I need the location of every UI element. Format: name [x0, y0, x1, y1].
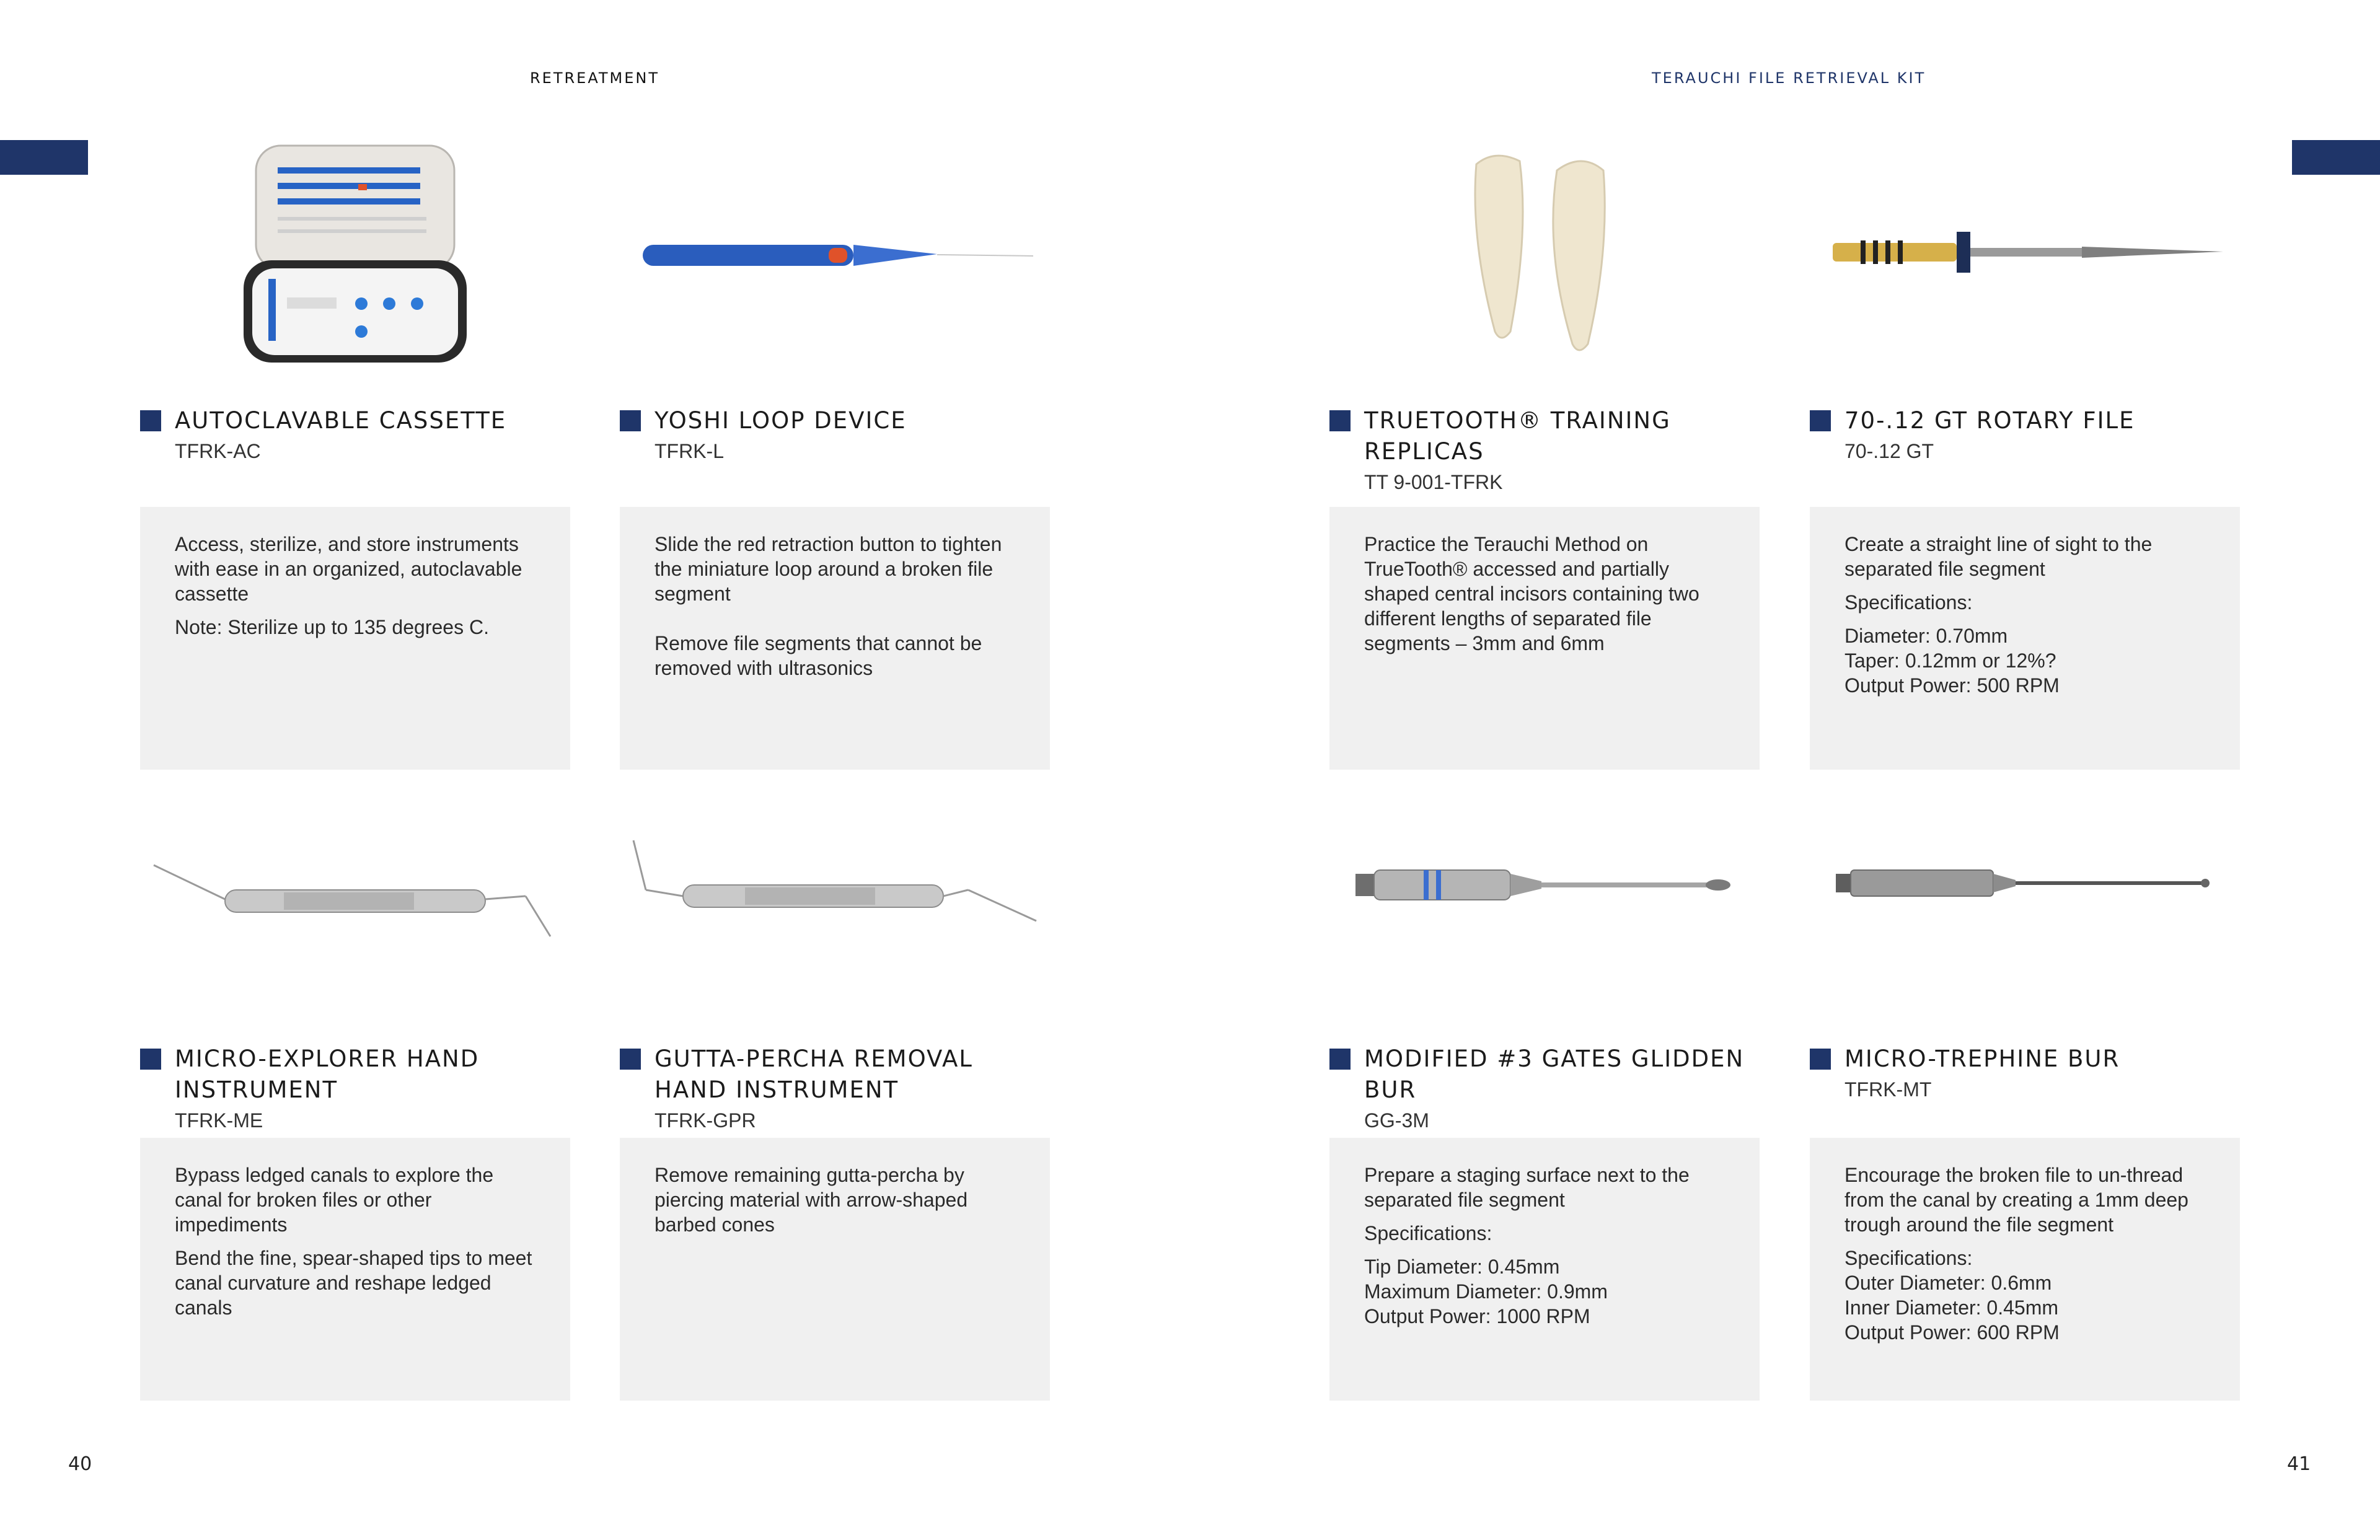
bullet-square — [1329, 1049, 1351, 1070]
bullet-square — [620, 410, 641, 431]
gates-glidden-bur-image — [1329, 772, 1760, 995]
product-title-row — [1329, 1044, 1760, 1132]
description-paragraph: Bypass ledged canals to explore the canal for broken files or other impediments — [175, 1164, 494, 1236]
product-code: TT 9-001-TFRK — [1364, 471, 1503, 493]
product-code: 70-.12 GT — [1844, 440, 1934, 462]
gutta-percha-instrument-image — [620, 772, 1050, 995]
micro-trephine-bur-image — [1810, 772, 2240, 995]
cassette-image — [140, 143, 570, 366]
page-number-left: 40 — [68, 1453, 92, 1475]
description-paragraph: Remove file segments that cannot be removed with ultrasonics — [654, 632, 982, 679]
description-paragraph: Slide the red retraction button to tighten the miniature loop around a broken file segment — [654, 533, 1002, 605]
bullet-square — [1810, 410, 1831, 431]
product-code: TFRK-MT — [1844, 1078, 1932, 1101]
product-description — [140, 507, 570, 770]
product-title-row — [1810, 1044, 2240, 1101]
description-paragraph: Diameter: 0.70mm Taper: 0.12mm or 12%? Output Power: 500 RPM — [1844, 625, 2060, 697]
product-code: GG-3M — [1364, 1109, 1429, 1132]
product-code: TFRK-AC — [175, 440, 261, 462]
product-code: TFRK-GPR — [654, 1109, 756, 1132]
description-paragraph: Encourage the broken file to un-thread from the canal by creating a 1mm deep trough around the file segment — [1844, 1164, 2188, 1236]
section-label-kit: TERAUCHI FILE RETRIEVAL KIT — [1652, 69, 1926, 87]
product-description — [1329, 1138, 1760, 1401]
tooth-replicas-image — [1329, 143, 1760, 366]
left-tab-marker — [0, 140, 88, 175]
bullet-square — [140, 1049, 161, 1070]
description-paragraph: Bend the fine, spear-shaped tips to meet canal curvature and reshape ledged canals — [175, 1247, 532, 1319]
product-description — [620, 507, 1050, 770]
product-title-row — [620, 1044, 1050, 1132]
description-paragraph: Specifications: — [1364, 1222, 1492, 1244]
bullet-square — [1329, 410, 1351, 431]
description-paragraph: Specifications: — [1844, 591, 1973, 614]
product-description — [1810, 1138, 2240, 1401]
product-title: TRUETOOTH® TRAINING REPLICAS — [1364, 407, 1671, 465]
section-label-retreatment: RETREATMENT — [530, 69, 660, 87]
product-title-row — [1329, 405, 1760, 494]
bullet-square — [620, 1049, 641, 1070]
product-description — [620, 1138, 1050, 1401]
loop-device-image — [620, 143, 1050, 366]
description-paragraph: Tip Diameter: 0.45mm Maximum Diameter: 0.9mm Output Power: 1000 RPM — [1364, 1256, 1608, 1327]
rotary-file-image — [1810, 143, 2240, 366]
description-paragraph: Note: Sterilize up to 135 degrees C. — [175, 616, 489, 638]
product-title-row — [140, 1044, 570, 1132]
product-title: GUTTA-PERCHA REMOVAL HAND INSTRUMENT — [654, 1045, 973, 1103]
micro-explorer-image — [140, 772, 570, 995]
product-title: MICRO-EXPLORER HAND INSTRUMENT — [175, 1045, 480, 1103]
product-code: TFRK-ME — [175, 1109, 263, 1132]
right-tab-marker — [2292, 140, 2380, 175]
description-paragraph: Specifications: Outer Diameter: 0.6mm Inner Diameter: 0.45mm Output Power: 600 RPM — [1844, 1247, 2060, 1344]
product-title-row — [140, 405, 570, 463]
product-code: TFRK-L — [654, 440, 724, 462]
product-description — [1810, 507, 2240, 770]
page-number-right: 41 — [2287, 1453, 2311, 1475]
description-paragraph: Access, sterilize, and store instruments with ease in an organized, autoclavable cassette — [175, 533, 522, 605]
product-title-row — [1810, 405, 2240, 463]
description-paragraph: Practice the Terauchi Method on TrueTooth® accessed and partially shaped central incisors containing two different lengths of separated file segments – 3mm and 6mm — [1364, 533, 1699, 654]
description-paragraph: Prepare a staging surface next to the separated file segment — [1364, 1164, 1690, 1211]
description-paragraph: Create a straight line of sight to the separated file segment — [1844, 533, 2153, 580]
bullet-square — [140, 410, 161, 431]
product-description — [1329, 507, 1760, 770]
product-title: YOSHI LOOP DEVICE — [654, 407, 907, 434]
product-title: MICRO-TREPHINE BUR — [1844, 1045, 2120, 1072]
product-title: 70-.12 GT ROTARY FILE — [1844, 407, 2135, 434]
product-title: MODIFIED #3 GATES GLIDDEN BUR — [1364, 1045, 1745, 1103]
description-paragraph: Remove remaining gutta-percha by piercing material with arrow-shaped barbed cones — [654, 1164, 968, 1236]
product-title-row — [620, 405, 1050, 463]
product-title: AUTOCLAVABLE CASSETTE — [175, 407, 507, 434]
bullet-square — [1810, 1049, 1831, 1070]
product-description — [140, 1138, 570, 1401]
